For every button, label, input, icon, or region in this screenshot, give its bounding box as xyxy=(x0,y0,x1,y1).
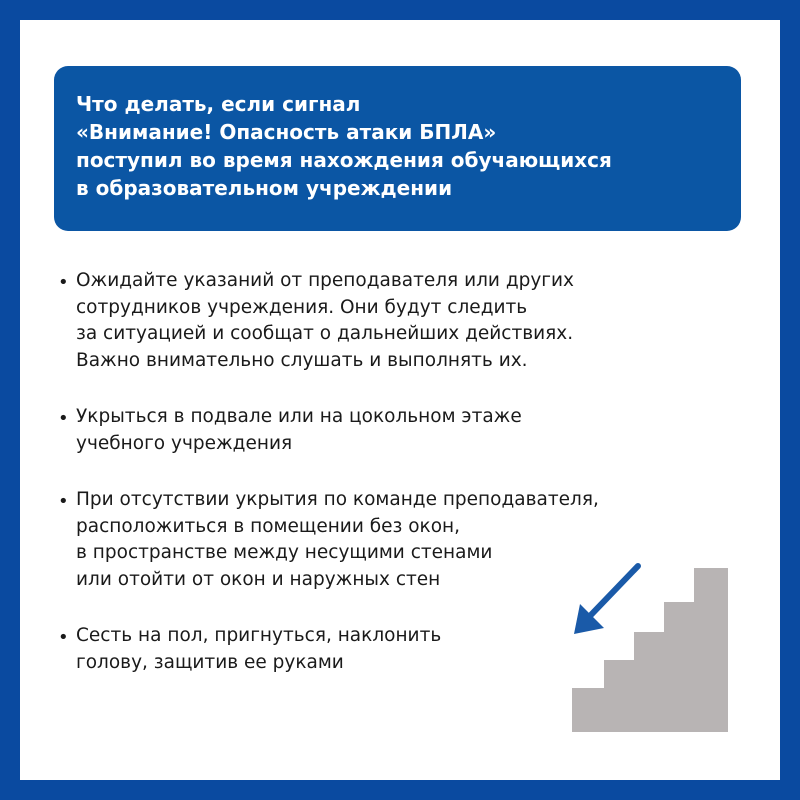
stairs-illustration xyxy=(560,560,740,740)
bullet-marker: • xyxy=(58,408,69,429)
list-item-line: Ожидайте указаний от преподавателя или других xyxy=(76,270,574,291)
bullet-marker: • xyxy=(58,627,69,648)
list-item xyxy=(58,268,748,374)
list-item xyxy=(58,404,748,457)
title-banner xyxy=(54,66,741,231)
bullet-marker: • xyxy=(58,272,69,293)
title-line: «Внимание! Опасность атаки БПЛА» xyxy=(76,120,497,144)
list-item-line: Укрыться в подвале или на цокольном этаже xyxy=(76,406,522,427)
bullet-marker: • xyxy=(58,491,69,512)
title-line: поступил во время нахождения обучающихся xyxy=(76,148,612,172)
list-item-line: сотрудников учреждения. Они будут следить xyxy=(76,296,528,318)
title-line: в образовательном учреждении xyxy=(76,176,453,200)
list-item-line: учебного учреждения xyxy=(76,432,293,454)
list-item-line: или отойти от окон и наружных стен xyxy=(76,568,441,590)
list-item-line: расположиться в помещении без окон, xyxy=(76,515,461,537)
list-item-line: При отсутствии укрытия по команде преподавателя, xyxy=(76,489,599,510)
title-line: Что делать, если сигнал xyxy=(76,92,361,116)
stairs-icon xyxy=(572,568,728,732)
arrow-down-left-icon xyxy=(574,566,638,634)
list-item-line: Сесть на пол, пригнуться, наклонить xyxy=(76,625,442,646)
list-item-line: голову, защитив ее руками xyxy=(76,651,344,673)
list-item-line: Важно внимательно слушать и выполнять их. xyxy=(76,349,528,371)
list-item-line: в пространстве между несущими стенами xyxy=(76,542,493,563)
list-item-line: за ситуацией и сообщат о дальнейших действиях. xyxy=(76,323,574,344)
